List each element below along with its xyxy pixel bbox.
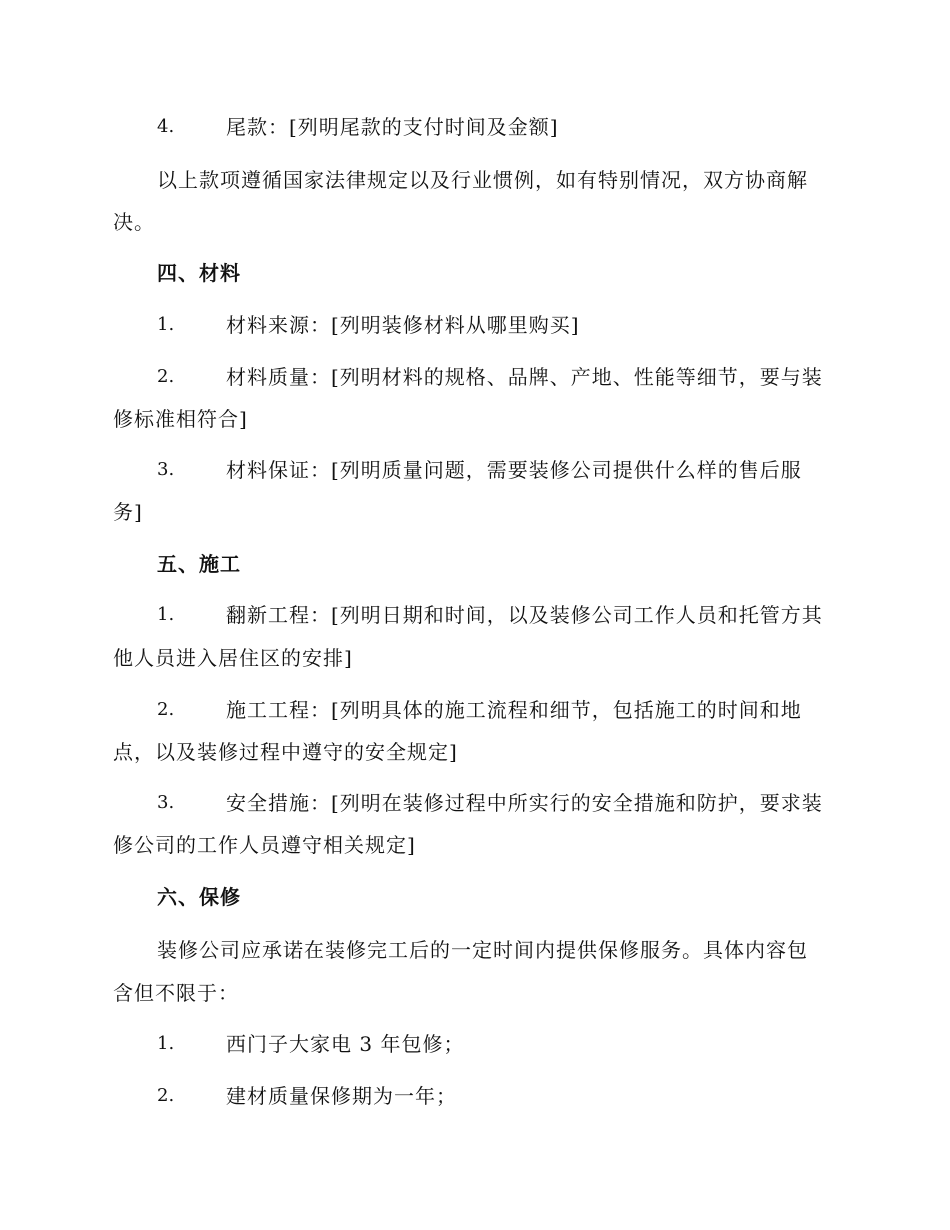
list-item-number: 2. xyxy=(157,1085,175,1106)
section-heading-text: 六、保修 xyxy=(157,885,241,909)
list-item-text: 施工工程：[列明具体的施工流程和细节，包括施工的时间和地 xyxy=(226,698,802,722)
list-item-number: 1. xyxy=(157,1033,175,1054)
list-item-text: 安全措施：[列明在装修过程中所实行的安全措施和防护，要求装 xyxy=(226,791,823,815)
list-item-number: 1. xyxy=(157,604,175,625)
list-item-text: 材料保证：[列明质量问题，需要装修公司提供什么样的售后服 xyxy=(226,458,802,482)
paragraph-text: 装修公司应承诺在装修完工后的一定时间内提供保修服务。具体内容包 xyxy=(157,938,808,962)
list-item-number: 4. xyxy=(157,116,175,137)
list-item-number: 2. xyxy=(157,366,175,387)
list-item-text: 点，以及装修过程中遵守的安全规定] xyxy=(113,740,458,764)
section-heading-text: 四、材料 xyxy=(157,261,241,285)
list-item-text: 他人员进入居住区的安排] xyxy=(113,646,353,670)
paragraph-text: 含但不限于： xyxy=(113,981,239,1005)
list-item-number: 2. xyxy=(157,699,175,720)
list-item-text: 材料质量：[列明材料的规格、品牌、产地、性能等细节，要与装 xyxy=(226,365,823,389)
list-item-text: 西门子大家电 3 年包修； xyxy=(226,1032,465,1056)
list-item-number: 3. xyxy=(157,459,175,480)
section-heading-text: 五、施工 xyxy=(157,552,241,576)
paragraph-text: 以上款项遵循国家法律规定以及行业惯例，如有特别情况，双方协商解 xyxy=(157,168,808,192)
list-item-text: 建材质量保修期为一年； xyxy=(226,1084,457,1108)
list-item-text: 材料来源：[列明装修材料从哪里购买] xyxy=(226,313,580,337)
paragraph-text: 决。 xyxy=(113,210,155,234)
list-item-text: 修公司的工作人员遵守相关规定] xyxy=(113,833,416,857)
list-item-text: 尾款：[列明尾款的支付时间及金额] xyxy=(226,115,559,139)
list-item-text: 修标准相符合] xyxy=(113,407,248,431)
list-item-number: 1. xyxy=(157,314,175,335)
list-item-text: 翻新工程：[列明日期和时间，以及装修公司工作人员和托管方其 xyxy=(226,603,823,627)
list-item-text: 务] xyxy=(113,500,143,524)
list-item-number: 3. xyxy=(157,792,175,813)
